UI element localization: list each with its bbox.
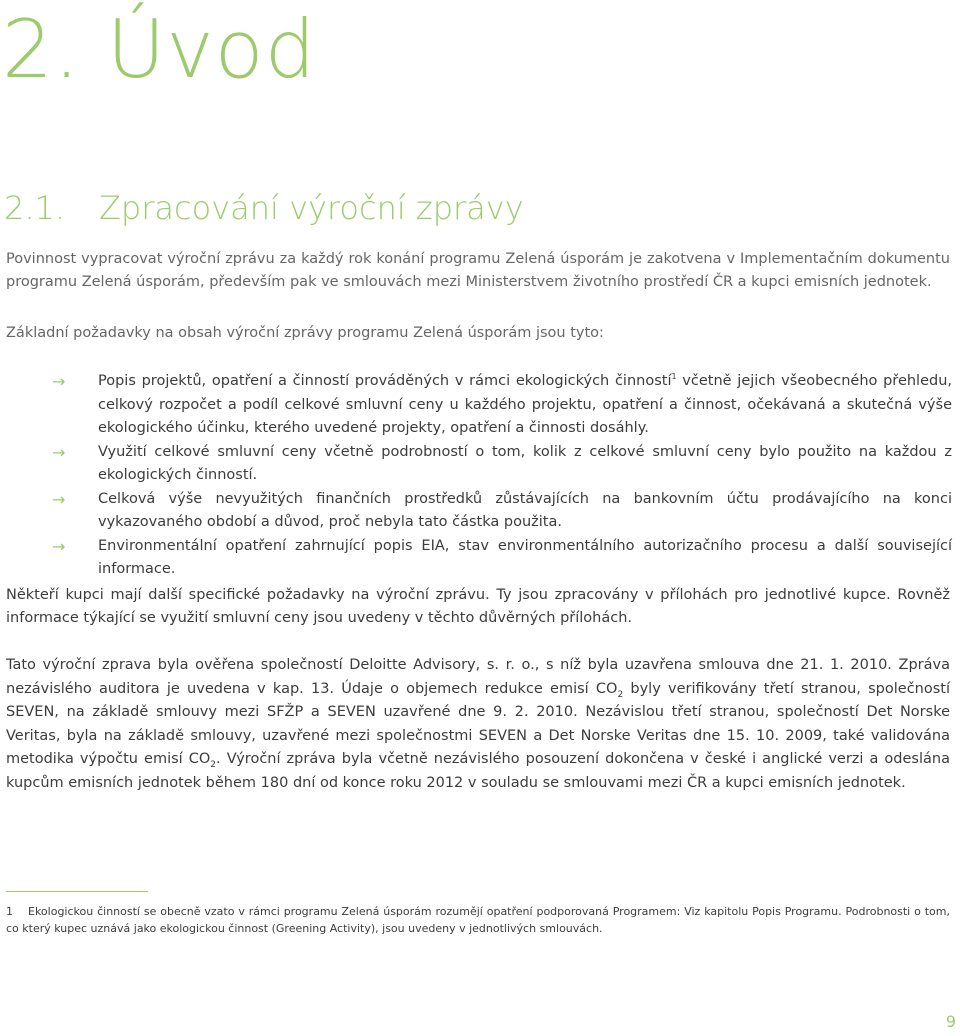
list-item <box>52 441 952 488</box>
page-number: 9 <box>945 1012 956 1031</box>
arrow-right-icon: → <box>52 489 66 509</box>
footnote-number: 1 <box>6 905 13 918</box>
footnote-divider <box>6 891 148 892</box>
arrow-right-icon: → <box>52 536 66 556</box>
list-item-text: včetně jejich všeobecného přehledu, celkový rozpočet a podíl celkové smluvní ceny u každého projektu, opatření a činnost, očekávaná a skutečná výše ekologického účinku, kterého uvedené projekty, opatření a činnosti dosáhly. <box>98 373 953 436</box>
footnote-ref[interactable]: 1 <box>671 372 677 382</box>
subscript: 2 <box>617 689 624 700</box>
buyers-paragraph: Někteří kupci mají další specifické požadavky na výroční zprávu. Ty jsou zpracovány v přílohách pro jednotlivé kupce. Rovněž informace týkající se využití smluvní ceny jsou uvedeny v těchto důvěrných přílohách. <box>6 587 950 626</box>
audit-paragraph <box>6 654 950 796</box>
list-item <box>52 535 952 582</box>
requirements-list <box>52 370 952 582</box>
list-item-text: Celková výše nevyužitých finančních prostředků zůstávajících na bankovním účtu prodávajícího na konci vykazovaného období a důvod, proč nebyla tato částka použita. <box>98 490 952 530</box>
arrow-right-icon: → <box>52 372 66 391</box>
footnote-text: Ekologickou činností se obecně vzato v rámci programu Zelená úsporám rozumějí opatření podporovaná Programem: Viz kapitolu Popis Programu. Podrobnosti o tom, co který kupec uznává jako ekologickou činnost (Greening Activity), jsou uvedeny v jednotlivých smlouvách. <box>6 905 950 935</box>
chapter-heading: 2. Úvod <box>2 3 317 96</box>
list-item-text: Popis projektů, opatření a činností prováděných v rámci ekologických činností <box>98 373 672 389</box>
audit-text: . Výroční zpráva byla včetně nezávislého posouzení dokončena v české i anglické verzi a odeslána kupcům emisních jednotek během 180 dní od konce roku 2012 v souladu se smlouvami mezi ČR a kupci emisních jednotek. <box>6 751 950 791</box>
audit-text: byly verifikovány třetí stranou, společností SEVEN, na základě smlouvy mezi SFŽP a SEVEN uzavřené dne 9. 2. 2010. Nezávislou třetí stranou, společností Det Norske Veritas, byla na základě smlouvy, uzavřené mezi společnostmi SEVEN a Det Norske Veritas dne 15. 10. 2009, také validována metodika výpočtu emisí CO <box>6 680 950 768</box>
subscript: 2 <box>210 760 217 771</box>
intro-paragraph: Povinnost vypracovat výroční zprávu za každý rok konání programu Zelená úsporám je zakotvena v Implementačním dokumentu programu Zelená úsporám, především pak ve smlouvách mezi Ministerstvem životního prostředí ČR a kupci emisních jednotek. <box>6 251 950 290</box>
footnote <box>6 903 950 937</box>
requirements-intro: Základní požadavky na obsah výroční zprávy programu Zelená úsporám jsou tyto: <box>6 325 604 341</box>
section-title: Zpracování výroční zprávy <box>99 189 524 227</box>
list-item <box>52 488 952 535</box>
list-item-text: Využití celkové smluvní ceny včetně podrobností o tom, kolik z celkové smluvní ceny bylo použito na každou z ekologických činností. <box>98 443 952 483</box>
arrow-right-icon: → <box>52 442 66 462</box>
audit-text: Tato výroční zprava byla ověřena společností Deloitte Advisory, s. r. o., s níž byla uzavřena smlouva dne 21. 1. 2010. Zpráva nezávislého auditora je uvedena v kap. 13. Údaje o objemech redukce emisí CO <box>6 657 950 697</box>
list-item <box>52 370 952 441</box>
section-number: 2.1. <box>4 189 66 227</box>
list-item-text: Environmentální opatření zahrnující popis EIA, stav environmentálního autorizačního procesu a další související informace. <box>98 537 952 577</box>
section-heading <box>4 186 524 230</box>
